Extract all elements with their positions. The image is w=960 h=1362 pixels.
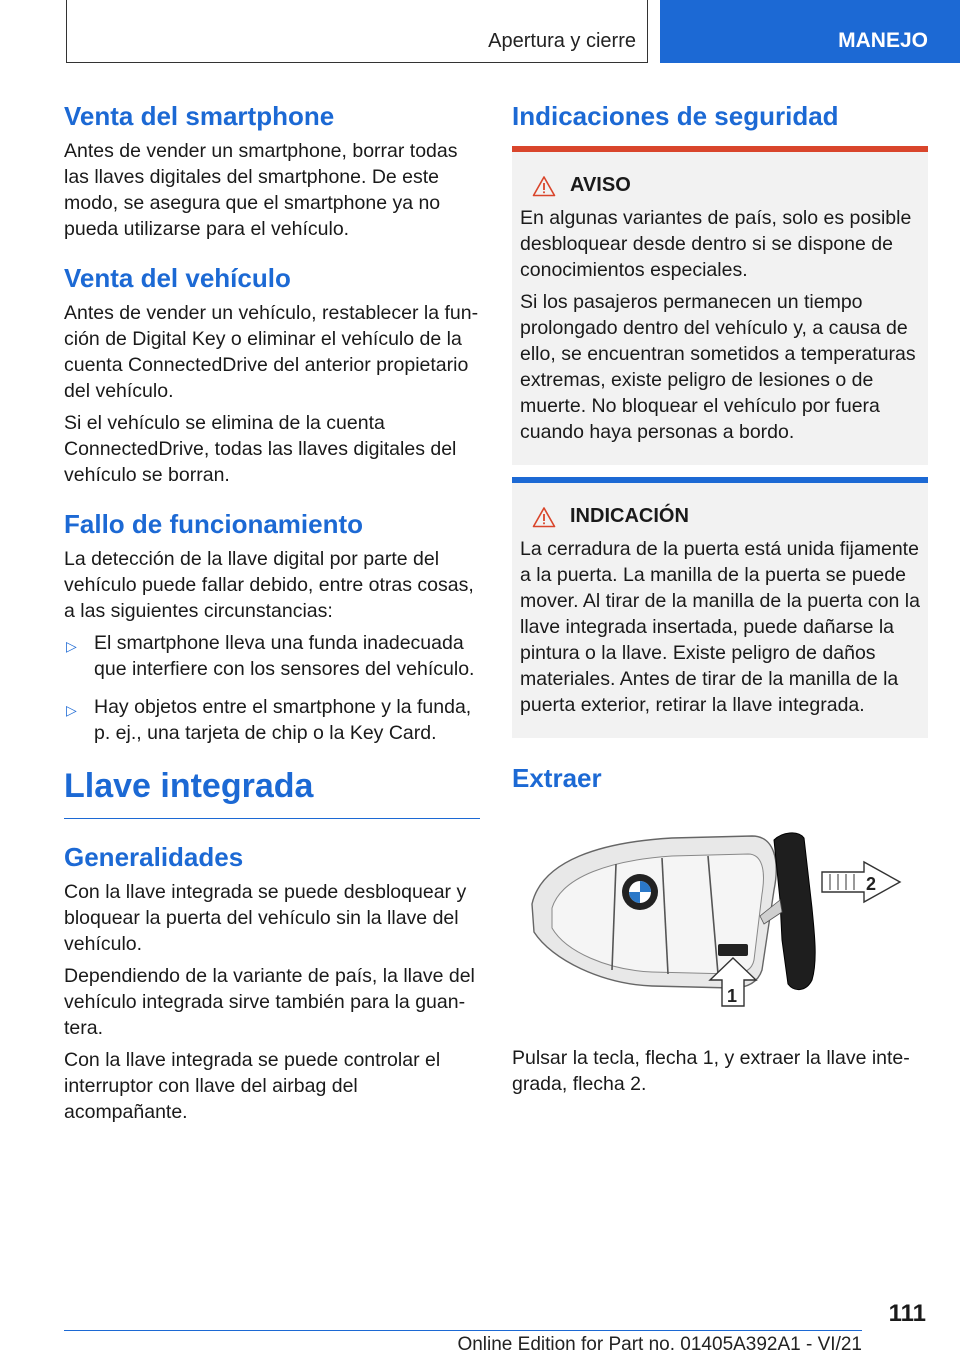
paragraph: Si los pasajeros permanecen un tiempo prolongado dentro del vehículo y, a causa de ello, se encuentran sometidos a temperaturas extremas, existe peligro de lesiones o de muerte. No bloquear el vehículo por fuera cuando haya personas a bordo.	[520, 291, 916, 443]
paragraph: Antes de vender un smartphone, borrar todas las llaves digitales del smartphone. De este modo, se asegura que el smartphone ya no pueda utilizarse para el vehículo.	[64, 140, 458, 240]
page-number: 111	[888, 1300, 926, 1327]
paragraph: Pulsar la tecla, flecha 1, y extraer la llave integrada, flecha 2.	[512, 1047, 910, 1095]
footer-edition-text: Online Edition for Part no. 01405A392A1 - VI/21	[457, 1334, 862, 1355]
right-column	[512, 100, 928, 1103]
footer-divider	[64, 1330, 862, 1331]
paragraph: La cerradura de la puerta está unida fijamente a la puerta. La manilla de la puerta se puede mover. Al tirar de la manilla de la puerta con la llave integrada insertada, puede dañarse la pintura o la llave. Existe peligro de daños materiales. Antes de tirar de la manilla de la puerta exterior, retirar la llave integrada.	[520, 538, 920, 716]
header-section-title: Apertura y cierre	[488, 30, 636, 52]
bullet-list	[64, 630, 480, 746]
heading-indicaciones-seguridad: Indicaciones de seguridad	[512, 101, 839, 131]
left-column	[64, 100, 480, 1131]
heading-generalidades: Generalidades	[64, 842, 244, 872]
paragraph: La detección de la llave digital por parte del vehículo puede fallar debido, entre otras cosas, a las siguientes circunstancias:	[64, 548, 474, 622]
paragraph: En algunas variantes de país, solo es posible desbloquear desde dentro si se dispone de conocimientos especiales.	[520, 207, 912, 281]
heading-fallo-funcionamiento: Fallo de funcionamiento	[64, 509, 364, 539]
paragraph: Si el vehículo se elimina de la cuenta ConnectedDrive, todas las llaves digitales del vehículo se borran.	[64, 412, 457, 486]
key-removal-illustration	[512, 820, 928, 1010]
warning-triangle-icon	[532, 506, 556, 528]
figure-callout-1: 1	[727, 986, 738, 1006]
chapter-heading-wrap	[64, 764, 480, 819]
warning-header	[532, 174, 920, 197]
paragraph: Antes de vender un vehículo, restablecer la función de Digital Key o eliminar el vehículo de la cuenta ConnectedDrive del anterior propietario del vehículo.	[64, 302, 479, 402]
header-chapter-tab[interactable]: MANEJO	[660, 0, 960, 63]
paragraph: Con la llave integrada se puede desbloquear y bloquear la puerta del vehículo sin la llave del vehículo.	[64, 881, 467, 955]
triangle-bullet-icon: ▷	[66, 638, 77, 654]
notice-label: INDICACIÓN	[570, 505, 689, 527]
paragraph: Con la llave integrada se puede controlar el interruptor con llave del airbag del acompañante.	[64, 1049, 441, 1123]
warning-triangle-icon	[532, 175, 556, 197]
heading-venta-vehiculo: Venta del vehículo	[64, 263, 291, 293]
triangle-bullet-icon: ▷	[66, 702, 77, 718]
warning-label: AVISO	[570, 174, 631, 196]
chapter-heading-llave-integrada: Llave integrada	[64, 767, 314, 805]
notice-header	[532, 505, 920, 528]
notice-box	[512, 477, 928, 738]
heading-extraer: Extraer	[512, 763, 602, 793]
paragraph: Dependiendo de la variante de país, la llave del vehículo integrada sirve también para la guantera.	[64, 965, 475, 1039]
list-item: ▷ Hay objetos entre el smartphone y la funda, p. ej., una tarjeta de chip o la Key Card.	[66, 696, 472, 744]
warning-box	[512, 146, 928, 465]
list-item: ▷ El smartphone lleva una funda inadecuada que interfiere con los sensores del vehículo.	[66, 632, 475, 680]
figure-callout-2: 2	[866, 874, 877, 894]
heading-venta-smartphone: Venta del smartphone	[64, 101, 335, 131]
